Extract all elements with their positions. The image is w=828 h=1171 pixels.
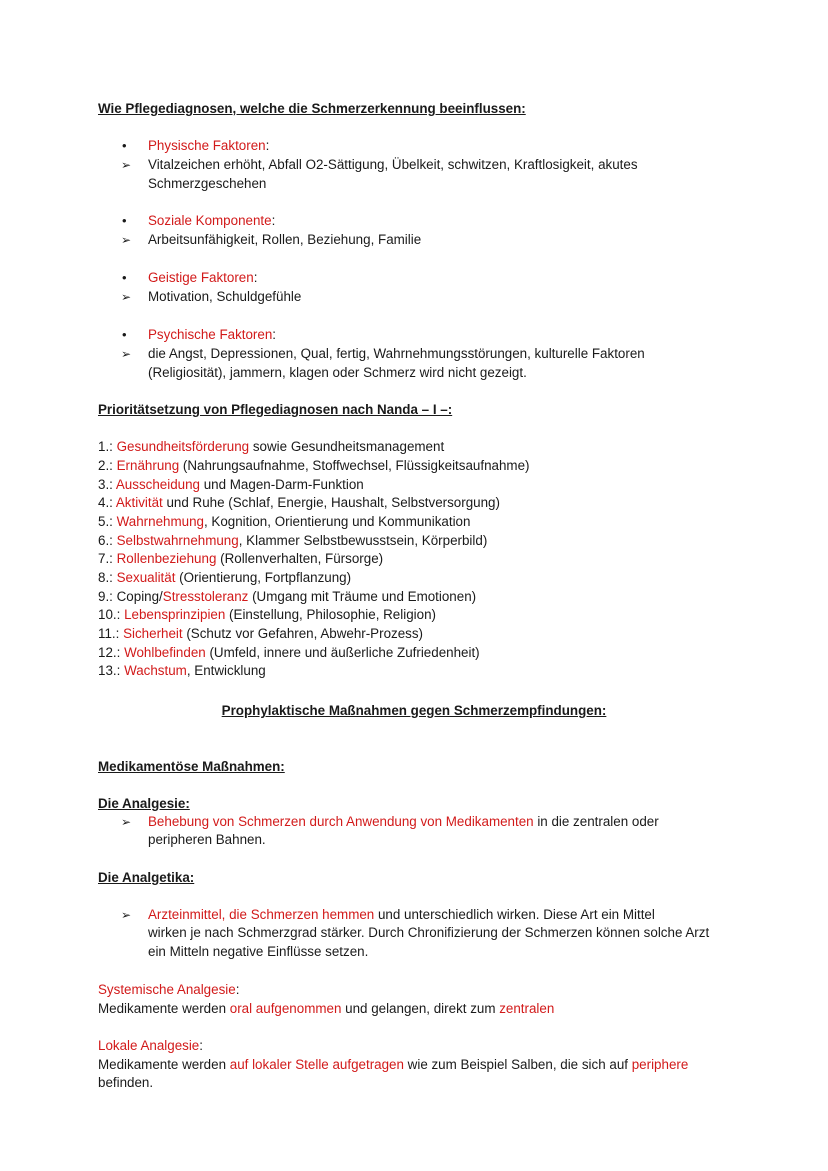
list-item: 4.: Aktivität und Ruhe (Schlaf, Energie, Haushalt, Selbstversorgung) [98,495,500,510]
section-heading-prioritaet: Prioritätsetzung von Pflegediagnosen nach Nanda – I –: [98,402,453,417]
group-title-psychisch: Psychische Faktoren: [148,327,277,342]
list-item: 8.: Sexualität (Orientierung, Fortpflanzung) [98,570,352,585]
lokale-analgesie-text-cont: befinden. [98,1075,154,1090]
section-heading-prophylaxe: Prophylaktische Maßnahmen gegen Schmerzempfindungen: [221,703,607,718]
arrow-bullet-icon: ➢ [121,233,132,247]
list-item: 10.: Lebensprinzipien (Einstellung, Philosophie, Religion) [98,607,436,622]
heading-analgesie: Die Analgesie: [98,796,190,811]
list-item: 6.: Selbstwahrnehmung, Klammer Selbstbewusstsein, Körperbild) [98,533,488,548]
list-item: 1.: Gesundheitsförderung sowie Gesundheitsmanagement [98,439,445,454]
group-text-geistig: Motivation, Schuldgefühle [148,289,302,304]
arrow-bullet-icon: ➢ [121,158,132,172]
list-item: 13.: Wachstum, Entwicklung [98,663,266,678]
list-item: 11.: Sicherheit (Schutz vor Gefahren, Abwehr-Prozess) [98,626,424,641]
analgesie-text: Behebung von Schmerzen durch Anwendung von Medikamenten in die zentralen oder [148,814,659,829]
analgetika-text: Arzteinmittel, die Schmerzen hemmen und unterschiedlich wirken. Diese Art ein Mittel [148,907,655,922]
analgetika-text-cont: wirken je nach Schmerzgrad stärker. Durch Chronifizierung der Schmerzen können solche Arzt [148,925,710,940]
list-item: 12.: Wohlbefinden (Umfeld, innere und äußerliche Zufriedenheit) [98,645,480,660]
analgesie-text-cont: peripheren Bahnen. [148,832,266,847]
arrow-bullet-icon: ➢ [121,347,132,361]
lokale-analgesie-title: Lokale Analgesie: [98,1038,203,1053]
group-title-sozial: Soziale Komponente: [148,213,276,228]
arrow-bullet-icon: ➢ [121,290,132,304]
bullet-icon: • [122,327,127,342]
list-item: 5.: Wahrnehmung, Kognition, Orientierung und Kommunikation [98,514,471,529]
group-text-physisch-cont: Schmerzgeschehen [148,176,267,191]
bullet-icon: • [122,213,127,228]
list-item: 7.: Rollenbeziehung (Rollenverhalten, Fürsorge) [98,551,384,566]
group-text-psychisch-cont: (Religiosität), jammern, klagen oder Schmerz wird nicht gezeigt. [148,365,527,380]
bullet-icon: • [122,270,127,285]
list-item: 3.: Ausscheidung und Magen-Darm-Funktion [98,477,364,492]
bullet-icon: • [122,138,127,153]
section-heading-pflegediagnosen: Wie Pflegediagnosen, welche die Schmerzerkennung beeinflussen: [98,101,526,116]
list-item: 9.: Coping/Stresstoleranz (Umgang mit Träume und Emotionen) [98,589,477,604]
lokale-analgesie-text: Medikamente werden auf lokaler Stelle aufgetragen wie zum Beispiel Salben, die sich auf periphere [98,1057,689,1072]
group-text-sozial: Arbeitsunfähigkeit, Rollen, Beziehung, Familie [148,232,422,247]
systemische-analgesie-title: Systemische Analgesie: [98,982,240,997]
group-text-physisch: Vitalzeichen erhöht, Abfall O2-Sättigung, Übelkeit, schwitzen, Kraftlosigkeit, akutes [148,157,638,172]
arrow-bullet-icon: ➢ [121,815,132,829]
group-title-physisch: Physische Faktoren: [148,138,270,153]
arrow-bullet-icon: ➢ [121,908,132,922]
heading-analgetika: Die Analgetika: [98,870,195,885]
group-text-psychisch: die Angst, Depressionen, Qual, fertig, Wahrnehmungsstörungen, kulturelle Faktoren [148,346,645,361]
list-item: 2.: Ernährung (Nahrungsaufnahme, Stoffwechsel, Flüssigkeitsaufnahme) [98,458,530,473]
analgetika-text-cont: ein Mitteln negative Einflüsse setzen. [148,944,369,959]
group-title-geistig: Geistige Faktoren: [148,270,258,285]
sub-heading-medikamentoes: Medikamentöse Maßnahmen: [98,759,285,774]
systemische-analgesie-text: Medikamente werden oral aufgenommen und gelangen, direkt zum zentralen [98,1001,555,1016]
